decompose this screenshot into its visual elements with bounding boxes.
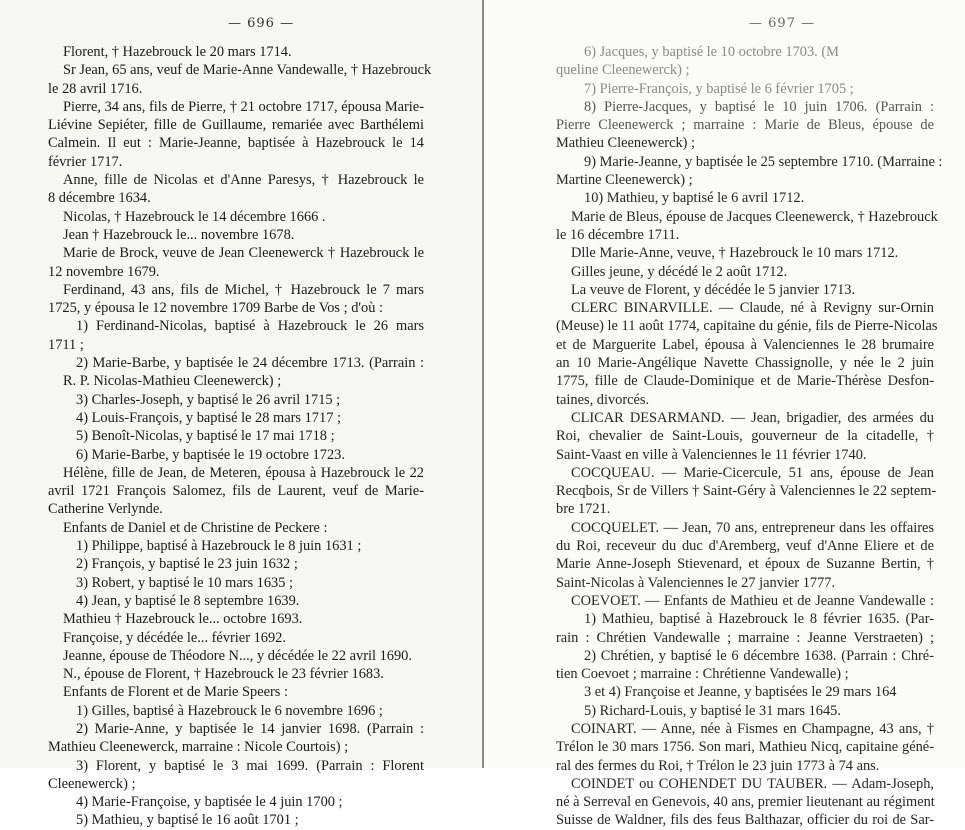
text-line: Enfants de Daniel et de Christine de Peckere :	[63, 519, 328, 536]
text-line: 2) Marie-Anne, y baptisée le 14 janvier 1698. (Parrain :	[76, 720, 424, 737]
text-line: Marie Anne-Joseph Stievenard, et époux de Suzanne Bertin, †	[556, 556, 934, 573]
text-line: COINART. — Anne, née à Fismes en Champagne, 43 ans, †	[571, 720, 934, 737]
text-line: 5) Benoît-Nicolas, y baptisé le 17 mai 1718 ;	[76, 428, 335, 445]
page-text	[556, 43, 943, 830]
text-line: (Meuse) le 11 août 1774, capitaine du génie, fils de Pierre-Nicolas	[556, 318, 938, 335]
text-line: Anne, fille de Nicolas et d'Anne Paresys, † Hazebrouck le	[63, 172, 424, 189]
text-line: Liévine Sepiéter, fille de Guillaume, remariée avec Barthélemi	[48, 117, 424, 134]
text-line: Nicolas, † Hazebrouck le 14 décembre 1666 .	[63, 208, 326, 225]
text-line: 4) Jean, y baptisé le 8 septembre 1639.	[76, 592, 300, 609]
text-line: 3 et 4) Françoise et Jeanne, y baptisées le 29 mars 164	[584, 684, 897, 701]
text-line: Enfants de Florent et de Marie Speers :	[63, 684, 288, 701]
text-line: Recqbois, Sr de Villers † Saint-Géry à Valenciennes le 22 septem-	[556, 483, 937, 500]
text-line: Saint-Nicolas à Valenciennes le 27 janvier 1777.	[556, 574, 836, 591]
text-line: 1775, fille de Claude-Dominique et de Marie-Thérèse Desfon-	[556, 373, 934, 390]
text-line: N., épouse de Florent, † Hazebrouck le 23 février 1683.	[63, 666, 384, 683]
text-line: février 1717.	[48, 153, 123, 170]
text-line: 5) Mathieu, y baptisé le 16 août 1701 ;	[76, 812, 299, 829]
page-number: — 697 —	[749, 16, 816, 31]
text-line: 1) Ferdinand-Nicolas, baptisé à Hazebrouck le 26 mars	[76, 318, 424, 335]
text-line: Jeanne, épouse de Théodore N..., y décédée le 22 avril 1690.	[63, 647, 412, 664]
text-line: 2) Marie-Barbe, y baptisée le 24 décembre 1713. (Parrain :	[76, 355, 424, 372]
text-line: 7) Pierre-François, y baptisé le 6 février 1705 ;	[584, 80, 854, 97]
text-line: Marie de Bleus, épouse de Jacques Cleenewerck, † Hazebrouck	[571, 208, 938, 225]
text-line: 9) Marie-Jeanne, y baptisée le 25 septembre 1710. (Marraine :	[584, 153, 943, 170]
text-line: COCQUELET. — Jean, 70 ans, entrepreneur dans les offaires	[571, 519, 934, 536]
text-line: Florent, † Hazebrouck le 20 mars 1714.	[63, 44, 292, 60]
text-line: Roi, chevalier de Saint-Louis, gouverneur de la citadelle, †	[556, 428, 934, 445]
text-line: 6) Marie-Barbe, y baptisée le 19 octobre 1723.	[76, 446, 345, 463]
text-line: 1) Philippe, baptisé à Hazebrouck le 8 juin 1631 ;	[76, 538, 362, 555]
text-line: Suisse de Waldner, fils des feus Balthazar, officier du roi de Sar-	[556, 812, 934, 829]
text-line: Calmein. Il eut : Marie-Jeanne, baptisée à Hazebrouck le 14	[48, 135, 424, 152]
text-line: né à Serreval en Genevois, 40 ans, premier lieutenant au régiment	[556, 794, 935, 811]
text-line: CLICAR DESARMAND. — Jean, brigadier, des armées du	[571, 409, 934, 426]
text-line: 8 décembre 1634.	[48, 190, 151, 207]
text-line: 4) Marie-Françoise, y baptisée le 4 juin 1700 ;	[76, 794, 343, 811]
text-line: le 28 avril 1716.	[48, 80, 143, 97]
text-line: Hélène, fille de Jean, de Meteren, épousa à Hazebrouck le 22	[63, 464, 424, 481]
text-line: Mathieu † Hazebrouck le... octobre 1693.	[63, 611, 303, 628]
text-line: 8) Pierre-Jacques, y baptisé le 10 juin 1706. (Parrain :	[584, 98, 934, 115]
text-line: COINDET ou COHENDET DU TAUBER. — Adam-Joseph,	[571, 775, 934, 792]
text-line: 1) Mathieu, baptisé à Hazebrouck le 8 février 1635. (Par-	[584, 611, 934, 628]
text-line: 1711 ;	[48, 336, 84, 353]
text-line: le 16 décembre 1711.	[556, 226, 680, 243]
text-line: Martine Cleenewerck) ;	[556, 172, 693, 189]
text-line: ral des fermes du Roi, † Trélon le 23 juin 1773 à 74 ans.	[556, 757, 880, 774]
left-page	[0, 0, 482, 829]
text-line: Françoise, y décédée le... février 1692.	[63, 629, 286, 646]
text-line: La veuve de Florent, y décédée le 5 janvier 1713.	[571, 281, 856, 298]
text-line: 3) Charles-Joseph, y baptisé le 26 avril 1715 ;	[76, 391, 341, 408]
text-line: Gilles jeune, y décédé le 2 août 1712.	[571, 263, 788, 280]
text-line: 6) Jacques, y baptisé le 10 octobre 1703. (M	[584, 44, 839, 60]
text-line: et de Marguerite Label, épousa à Valenciennes le 28 brumaire	[556, 336, 934, 353]
text-line: Catherine Verlynde.	[48, 501, 163, 518]
text-line: 3) Florent, y baptisé le 3 mai 1699. (Parrain : Florent	[76, 757, 424, 774]
text-line: Cleenewerck) ;	[48, 775, 136, 792]
text-line: avril 1721 François Salomez, fils de Laurent, veuf de Marie-	[48, 483, 424, 500]
text-line: Pierre, 34 ans, fils de Pierre, † 21 octobre 1717, épousa Marie-	[63, 98, 424, 115]
text-line: Saint-Vaast en ville à Valenciennes le 11 février 1740.	[556, 446, 867, 463]
text-line: 2) Chrétien, y baptisé le 6 décembre 1638. (Parrain : Chré-	[584, 647, 934, 664]
text-line: taines, divorcés.	[556, 391, 650, 408]
text-line: 3) Robert, y baptisé le 10 mars 1635 ;	[76, 574, 294, 591]
page-text	[48, 43, 432, 830]
text-line: Dlle Marie-Anne, veuve, † Hazebrouck le 10 mars 1712.	[571, 245, 899, 262]
text-line: du Roi, receveur du duc d'Aremberg, veuf d'Anne Eliere et de	[556, 538, 934, 555]
text-line: 1725, y épousa le 12 novembre 1709 Barbe de Vos ; d'où :	[48, 300, 383, 317]
text-line: Marie de Brock, veuve de Jean Cleenewerck † Hazebrouck le	[63, 245, 424, 262]
text-line: Pierre Cleenewerck ; marraine : Marie de Bleus, épouse de	[556, 117, 934, 134]
page-number: — 696 —	[228, 16, 295, 31]
text-line: Mathieu Cleenewerck, marraine : Nicole Courtois) ;	[48, 739, 349, 756]
text-line: Trélon le 30 mars 1756. Son mari, Mathieu Nicq, capitaine géné-	[556, 739, 934, 756]
text-line: R. P. Nicolas-Mathieu Cleenewerck) ;	[63, 373, 282, 390]
text-line: Ferdinand, 43 ans, fils de Michel, † Hazebrouck le 7 mars	[63, 281, 424, 298]
text-line: CLERC BINARVILLE. — Claude, né à Revigny sur-Ornin	[571, 300, 934, 317]
text-line: an 10 Marie-Angélique Navette Chassignolle, y née le 2 juin	[556, 355, 934, 372]
text-line: Mathieu Cleenewerck) ;	[556, 135, 696, 152]
text-line: Sr Jean, 65 ans, veuf de Marie-Anne Vandewalle, † Hazebrouck	[63, 62, 432, 79]
text-line: tien Coevoet ; marraine : Chrétienne Vandewalle) ;	[556, 666, 849, 683]
text-line: COCQUEAU. — Marie-Cicercule, 51 ans, épouse de Jean	[571, 464, 934, 481]
text-line: 4) Louis-François, y baptisé le 28 mars 1717 ;	[76, 409, 341, 426]
text-line: 5) Richard-Louis, y baptisé le 31 mars 1645.	[584, 702, 841, 719]
text-line: 10) Mathieu, y baptisé le 6 avril 1712.	[584, 190, 805, 207]
text-line: Jean † Hazebrouck le... novembre 1678.	[63, 226, 295, 243]
text-line: 1) Gilles, baptisé à Hazebrouck le 6 novembre 1696 ;	[76, 702, 383, 719]
text-line: COEVOET. — Enfants de Mathieu et de Jeanne Vandewalle :	[571, 592, 934, 609]
text-line: 2) François, y baptisé le 23 juin 1632 ;	[76, 556, 298, 573]
text-line: bre 1721.	[556, 501, 611, 518]
right-page	[484, 0, 965, 829]
text-line: 12 novembre 1679.	[48, 263, 160, 280]
text-line: queline Cleenewerck) ;	[556, 62, 690, 79]
text-line: rain : Chrétien Vandewalle ; marraine : Jeanne Verstraeten) ;	[556, 629, 934, 646]
